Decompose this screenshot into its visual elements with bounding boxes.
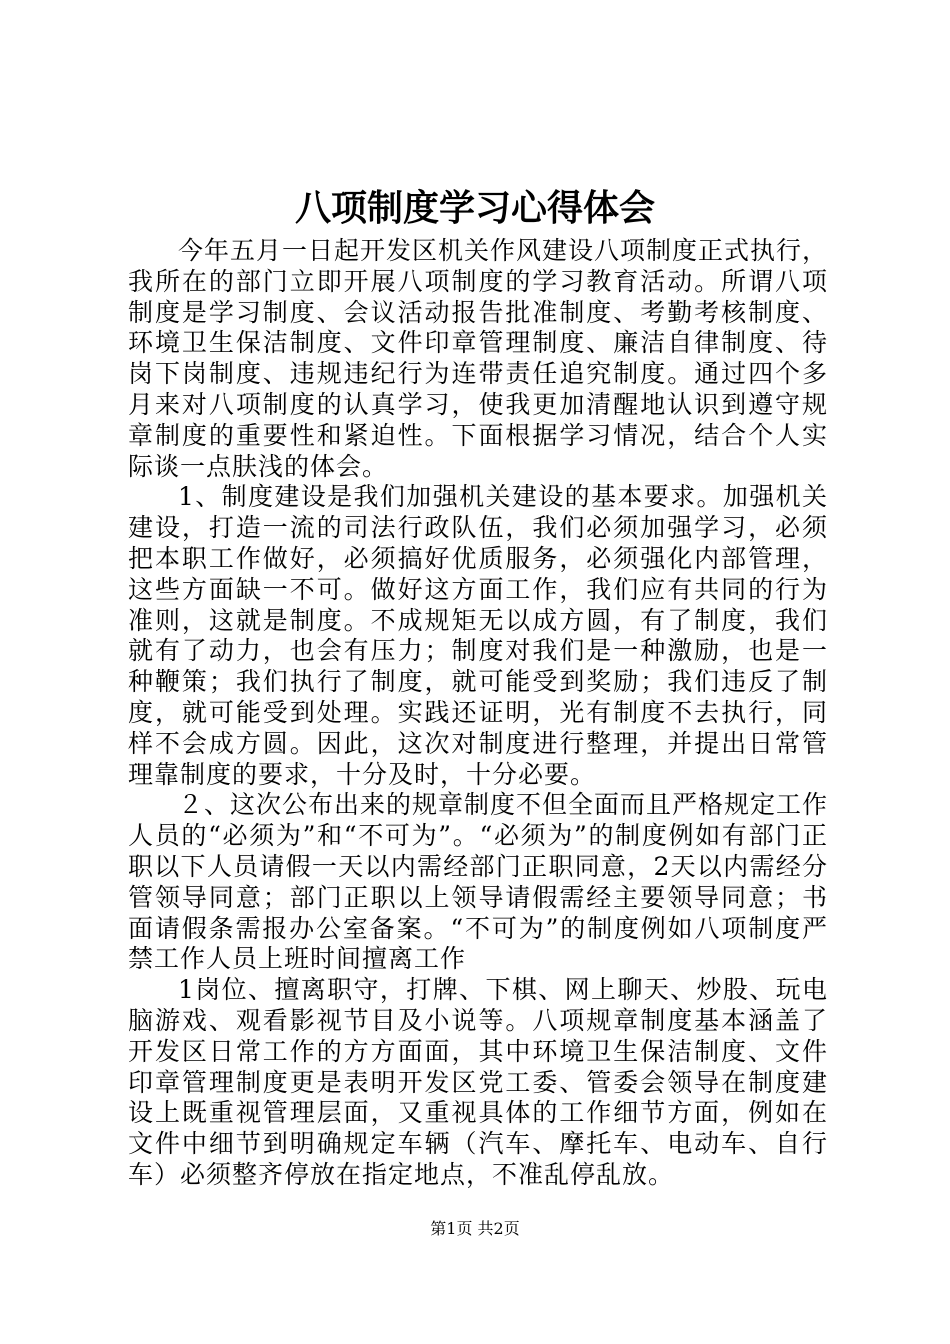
paragraph-intro: 今年五月一日起开发区机关作风建设八项制度正式执行，我所在的部门立即开展八项制度的学习教育活动。所谓八项制度是学习制度、会议活动报告批准制度、考勤考核制度、环境卫生保洁制度、文件印章管理制度、廉洁自律制度、待岗下岗制度、违规违纪行为连带责任追究制度。通过四个多月来对八项制度的认真学习，使我更加清醒地认识到遵守规章制度的重要性和紧迫性。下面根据学习情况，结合个人实际谈一点肤浅的体会。 <box>128 236 829 481</box>
document-title: 八项制度学习心得体会 <box>294 187 655 229</box>
paragraph-continuation: 1岗位、擅离职守，打牌、下棋、网上聊天、炒股、玩电脑游戏、观看影视节目及小说等。八项规章制度基本涵盖了开发区日常工作的方方面面，其中环境卫生保洁制度、文件印章管理制度更是表明开发区党工委、管委会领导在制度建设上既重视管理层面，又重视具体的工作细节方面，例如在文件中细节到明确规定车辆（汽车、摩托车、电动车、自行车）必须整齐停放在指定地点，不准乱停乱放。 <box>128 975 828 1189</box>
page-footer: 第1页 共2页 <box>430 1219 520 1238</box>
document-body <box>128 236 828 1191</box>
paragraph-point-2: ２、这次公布出来的规章制度不但全面而且严格规定工作人员的“必须为”和“不可为”。“必须为”的制度例如有部门正职以下人员请假一天以内需经部门正职同意，2天以内需经分管领导同意；部门正职以上领导请假需经主要领导同意；书面请假条需报办公室备案。“不可为”的制度例如八项制度严禁工作人员上班时间擅离工作 <box>128 790 829 974</box>
paragraph-point-1: 1、制度建设是我们加强机关建设的基本要求。加强机关建设，打造一流的司法行政队伍，我们必须加强学习，必须把本职工作做好，必须搞好优质服务，必须强化内部管理，这些方面缺一不可。做好这方面工作，我们应有共同的行为准则，这就是制度。不成规矩无以成方圆，有了制度，我们就有了动力，也会有压力；制度对我们是一种激励，也是一种鞭策；我们执行了制度，就可能受到奖励；我们违反了制度，就可能受到处理。实践还证明，光有制度不去执行，同样不会成方圆。因此，这次对制度进行整理，并提出日常管理靠制度的要求，十分及时，十分必要。 <box>128 482 828 789</box>
